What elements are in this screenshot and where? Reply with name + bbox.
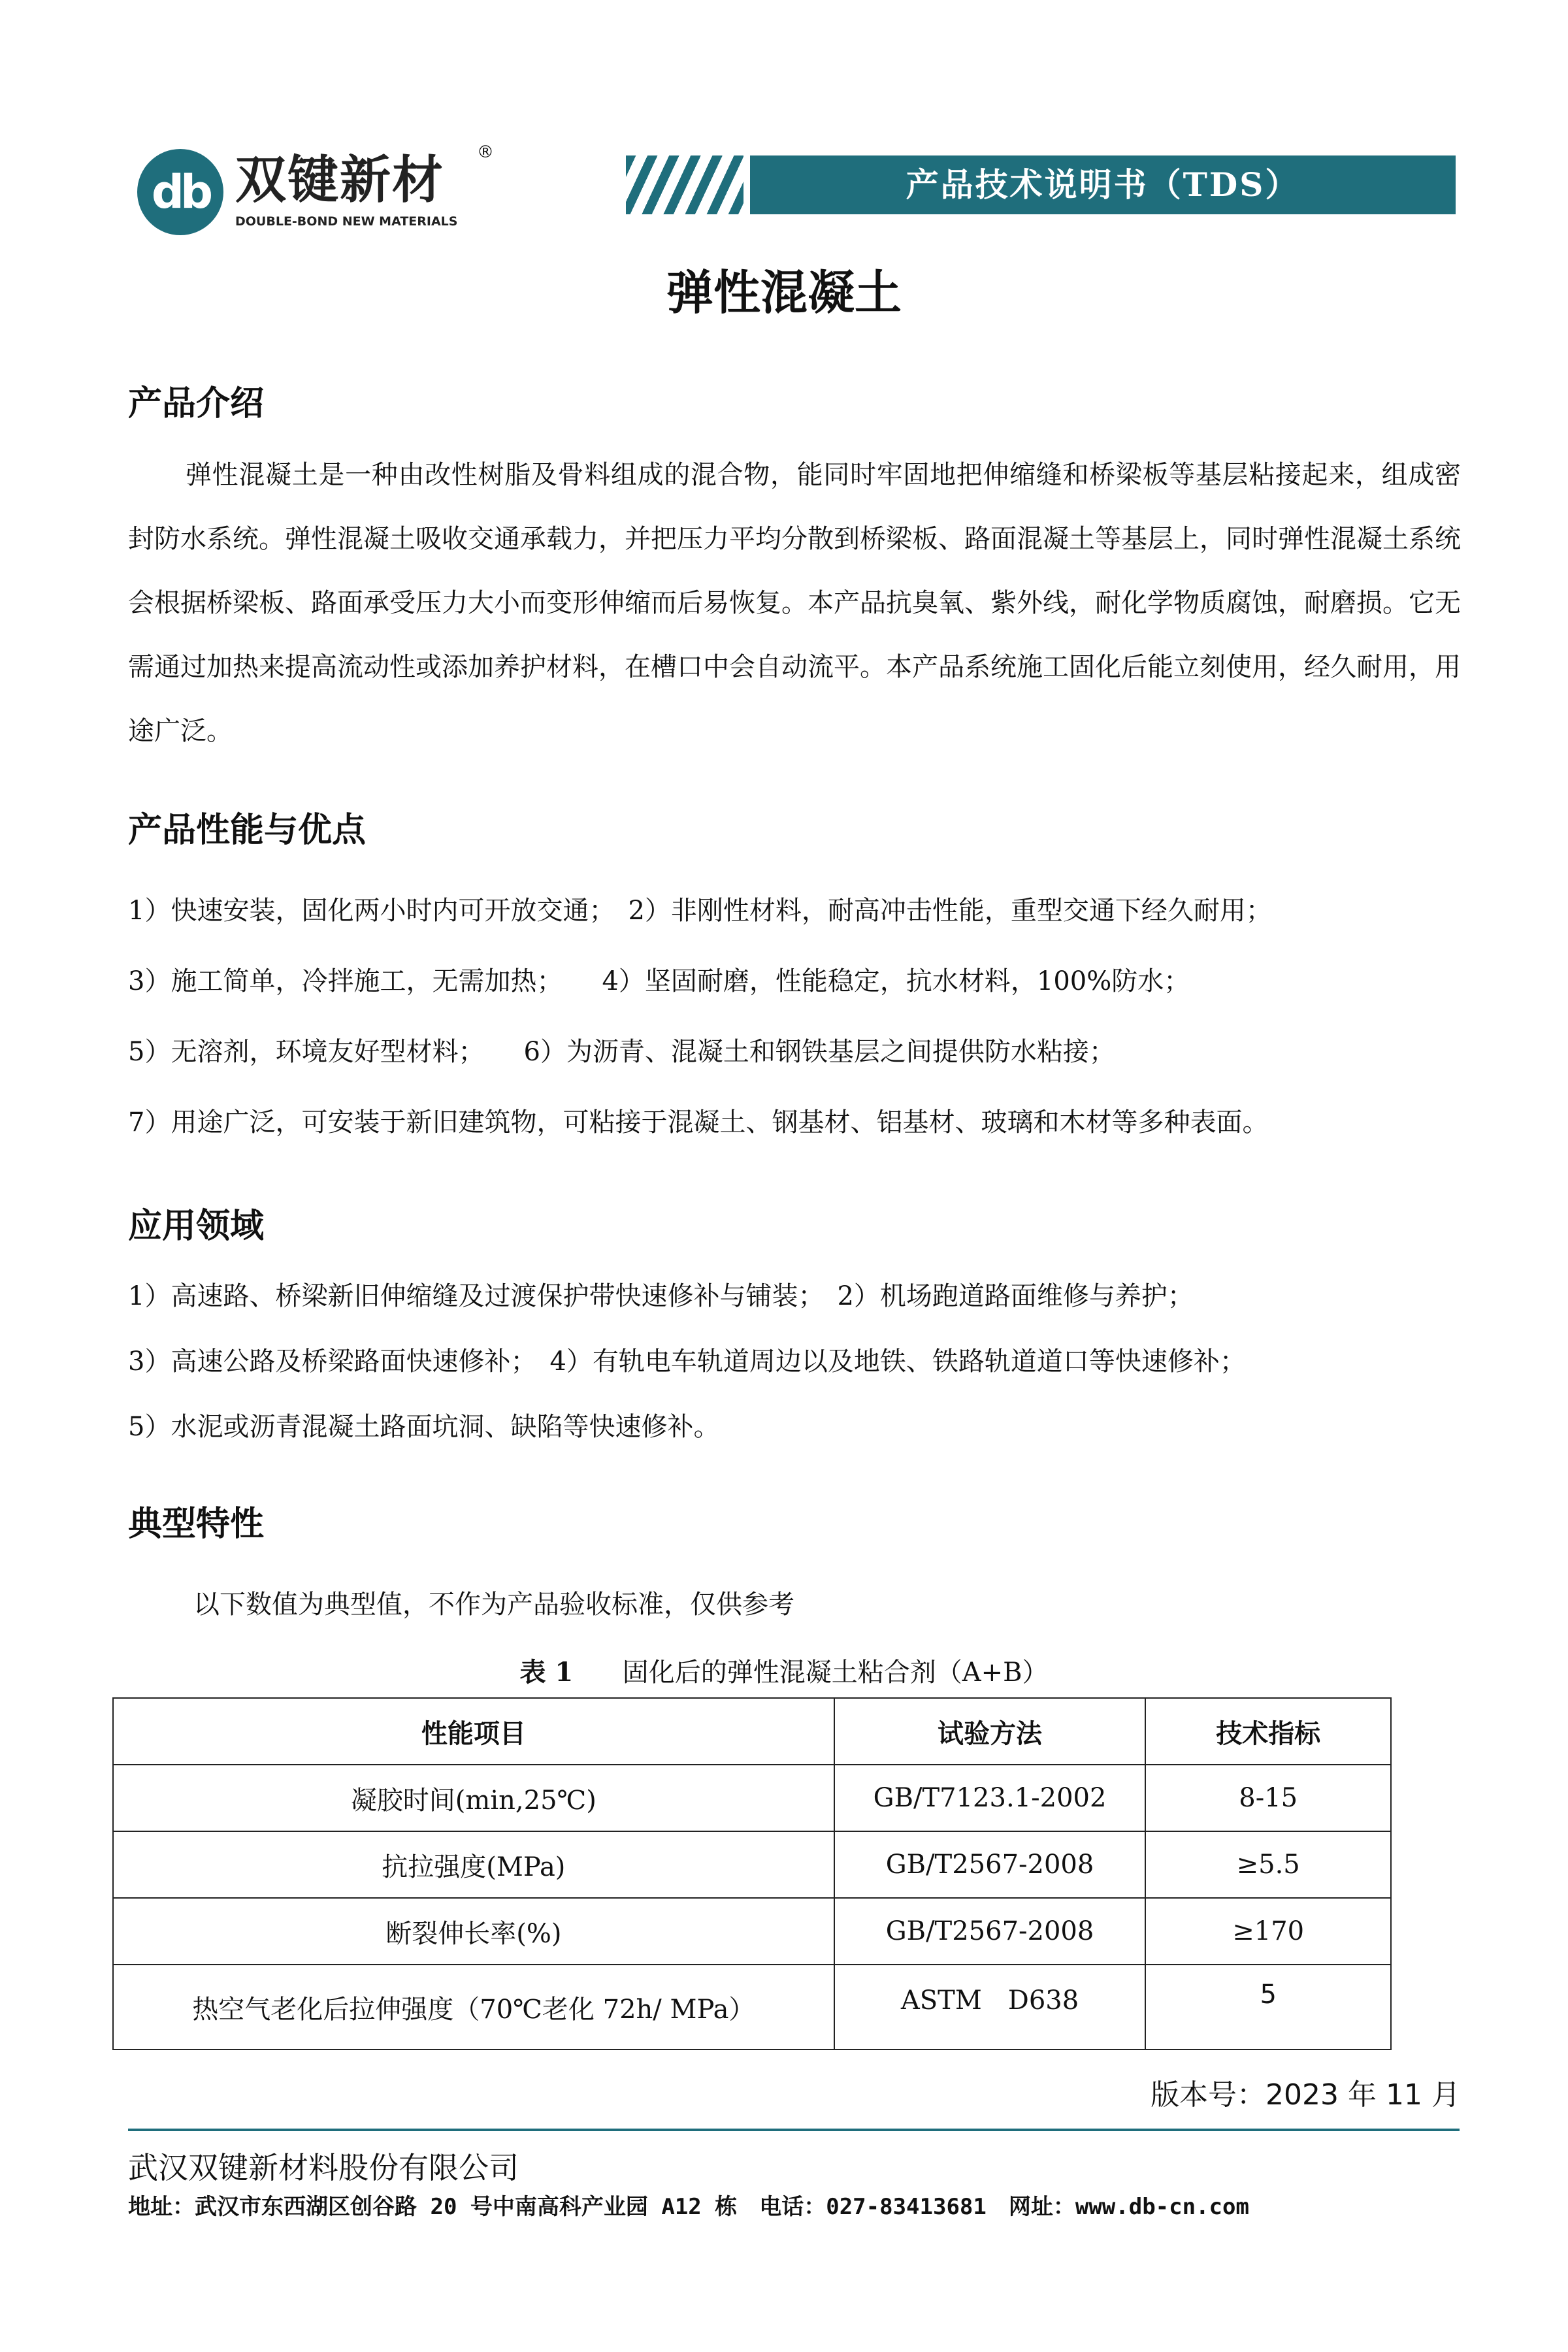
table-cell: ASTM D638: [834, 1965, 1146, 2050]
advantage-line: 7）用途广泛，可安装于新旧建筑物，可粘接于混凝土、钢基材、铝基材、玻璃和木材等多种表面。: [128, 1107, 1269, 1137]
advantages-heading: 产品性能与优点: [128, 811, 367, 850]
banner-stripes: [626, 155, 743, 214]
properties-note: 以下数值为典型值，不作为产品验收标准，仅供参考: [193, 1590, 794, 1620]
registered-mark: ®: [477, 142, 494, 162]
column-header: 性能项目: [113, 1698, 834, 1765]
table-cell: ≥170: [1145, 1898, 1391, 1965]
advantage-line: 1）快速安装，固化两小时内可开放交通； 2）非刚性材料，耐高冲击性能，重型交通下经久耐用；: [128, 896, 1272, 926]
table-cell: 断裂伸长率(%): [113, 1898, 834, 1965]
table-cell: GB/T2567-2008: [834, 1831, 1146, 1898]
applications-heading: 应用领域: [128, 1207, 265, 1246]
application-line: 5）水泥或沥青混凝土路面坑洞、缺陷等快速修补。: [128, 1412, 720, 1442]
company-name: 武汉双键新材料股份有限公司: [128, 2150, 519, 2185]
logo-mark: db: [137, 149, 223, 235]
table-row: [113, 1765, 1391, 1831]
table-cell: 凝胶时间(min,25℃): [113, 1765, 834, 1831]
column-header: 试验方法: [834, 1698, 1146, 1765]
intro-heading: 产品介绍: [128, 384, 265, 423]
table-header-row: [113, 1698, 1391, 1765]
column-header: 技术指标: [1145, 1698, 1391, 1765]
table-cell: GB/T2567-2008: [834, 1898, 1146, 1965]
intro-text: 弹性混凝土是一种由改性树脂及骨料组成的混合物，能同时牢固地把伸缩缝和桥梁板等基层粘接起来，组成密封防水系统。弹性混凝土吸收交通承载力，并把压力平均分散到桥梁板、路面混凝土等基层上，同时弹性混凝土系统会根据桥梁板、路面承受压力大小而变形伸缩而后易恢复。本产品抗臭氧、紫外线，耐化学物质腐蚀，耐磨损。它无需通过加热来提高流动性或添加养护材料，在槽口中会自动流平。本产品系统施工固化后能立刻使用，经久耐用，用途广泛。: [128, 460, 1461, 746]
table-cell: 5: [1145, 1965, 1391, 2050]
application-line: 3）高速公路及桥梁路面快速修补； 4）有轨电车轨道周边以及地铁、铁路轨道道口等快速修补；: [128, 1347, 1246, 1377]
table-cell: 热空气老化后拉伸强度（70℃老化 72h/ MPa）: [113, 1965, 834, 2050]
logo-english-name: DOUBLE-BOND NEW MATERIALS: [235, 214, 458, 229]
version-label: 版本号：2023 年 11 月: [1151, 2078, 1460, 2112]
table-caption-label: 表 1: [519, 1657, 574, 1688]
properties-table: [112, 1697, 1392, 2050]
logo-name: 双键新材: [235, 151, 445, 210]
table-cell: 8-15: [1145, 1765, 1391, 1831]
application-line: 1）高速路、桥梁新旧伸缩缝及过渡保护带快速修补与铺装； 2）机场跑道路面维修与养护；: [128, 1281, 1194, 1311]
doc-type-banner: [626, 155, 1456, 214]
table-cell: 抗拉强度(MPa): [113, 1831, 834, 1898]
advantage-line: 5）无溶剂，环境友好型材料； 6）为沥青、混凝土和钢铁基层之间提供防水粘接；: [128, 1037, 1115, 1067]
table-cell: GB/T7123.1-2002: [834, 1765, 1146, 1831]
company-address: 地址：武汉市东西湖区创谷路 20 号中南高科产业园 A12 栋 电话：027-83413681 网址：www.db-cn.com: [128, 2194, 1249, 2220]
properties-heading: 典型特性: [128, 1505, 265, 1544]
table-row: [113, 1965, 1391, 2050]
footer-divider: [128, 2129, 1460, 2131]
advantage-line: 3）施工简单，冷拌施工，无需加热； 4）坚固耐磨，性能稳定，抗水材料，100%防水；: [128, 966, 1190, 996]
table-row: [113, 1831, 1391, 1898]
table-caption: [0, 1652, 1568, 1689]
page-title: 弹性混凝土: [666, 265, 902, 320]
table-cell: ≥5.5: [1145, 1831, 1391, 1898]
table-caption-text: 固化后的弹性混凝土粘合剂（A+B）: [622, 1658, 1049, 1688]
doc-type-label: 产品技术说明书（TDS）: [750, 155, 1456, 214]
table-row: [113, 1898, 1391, 1965]
company-logo: [137, 142, 494, 240]
